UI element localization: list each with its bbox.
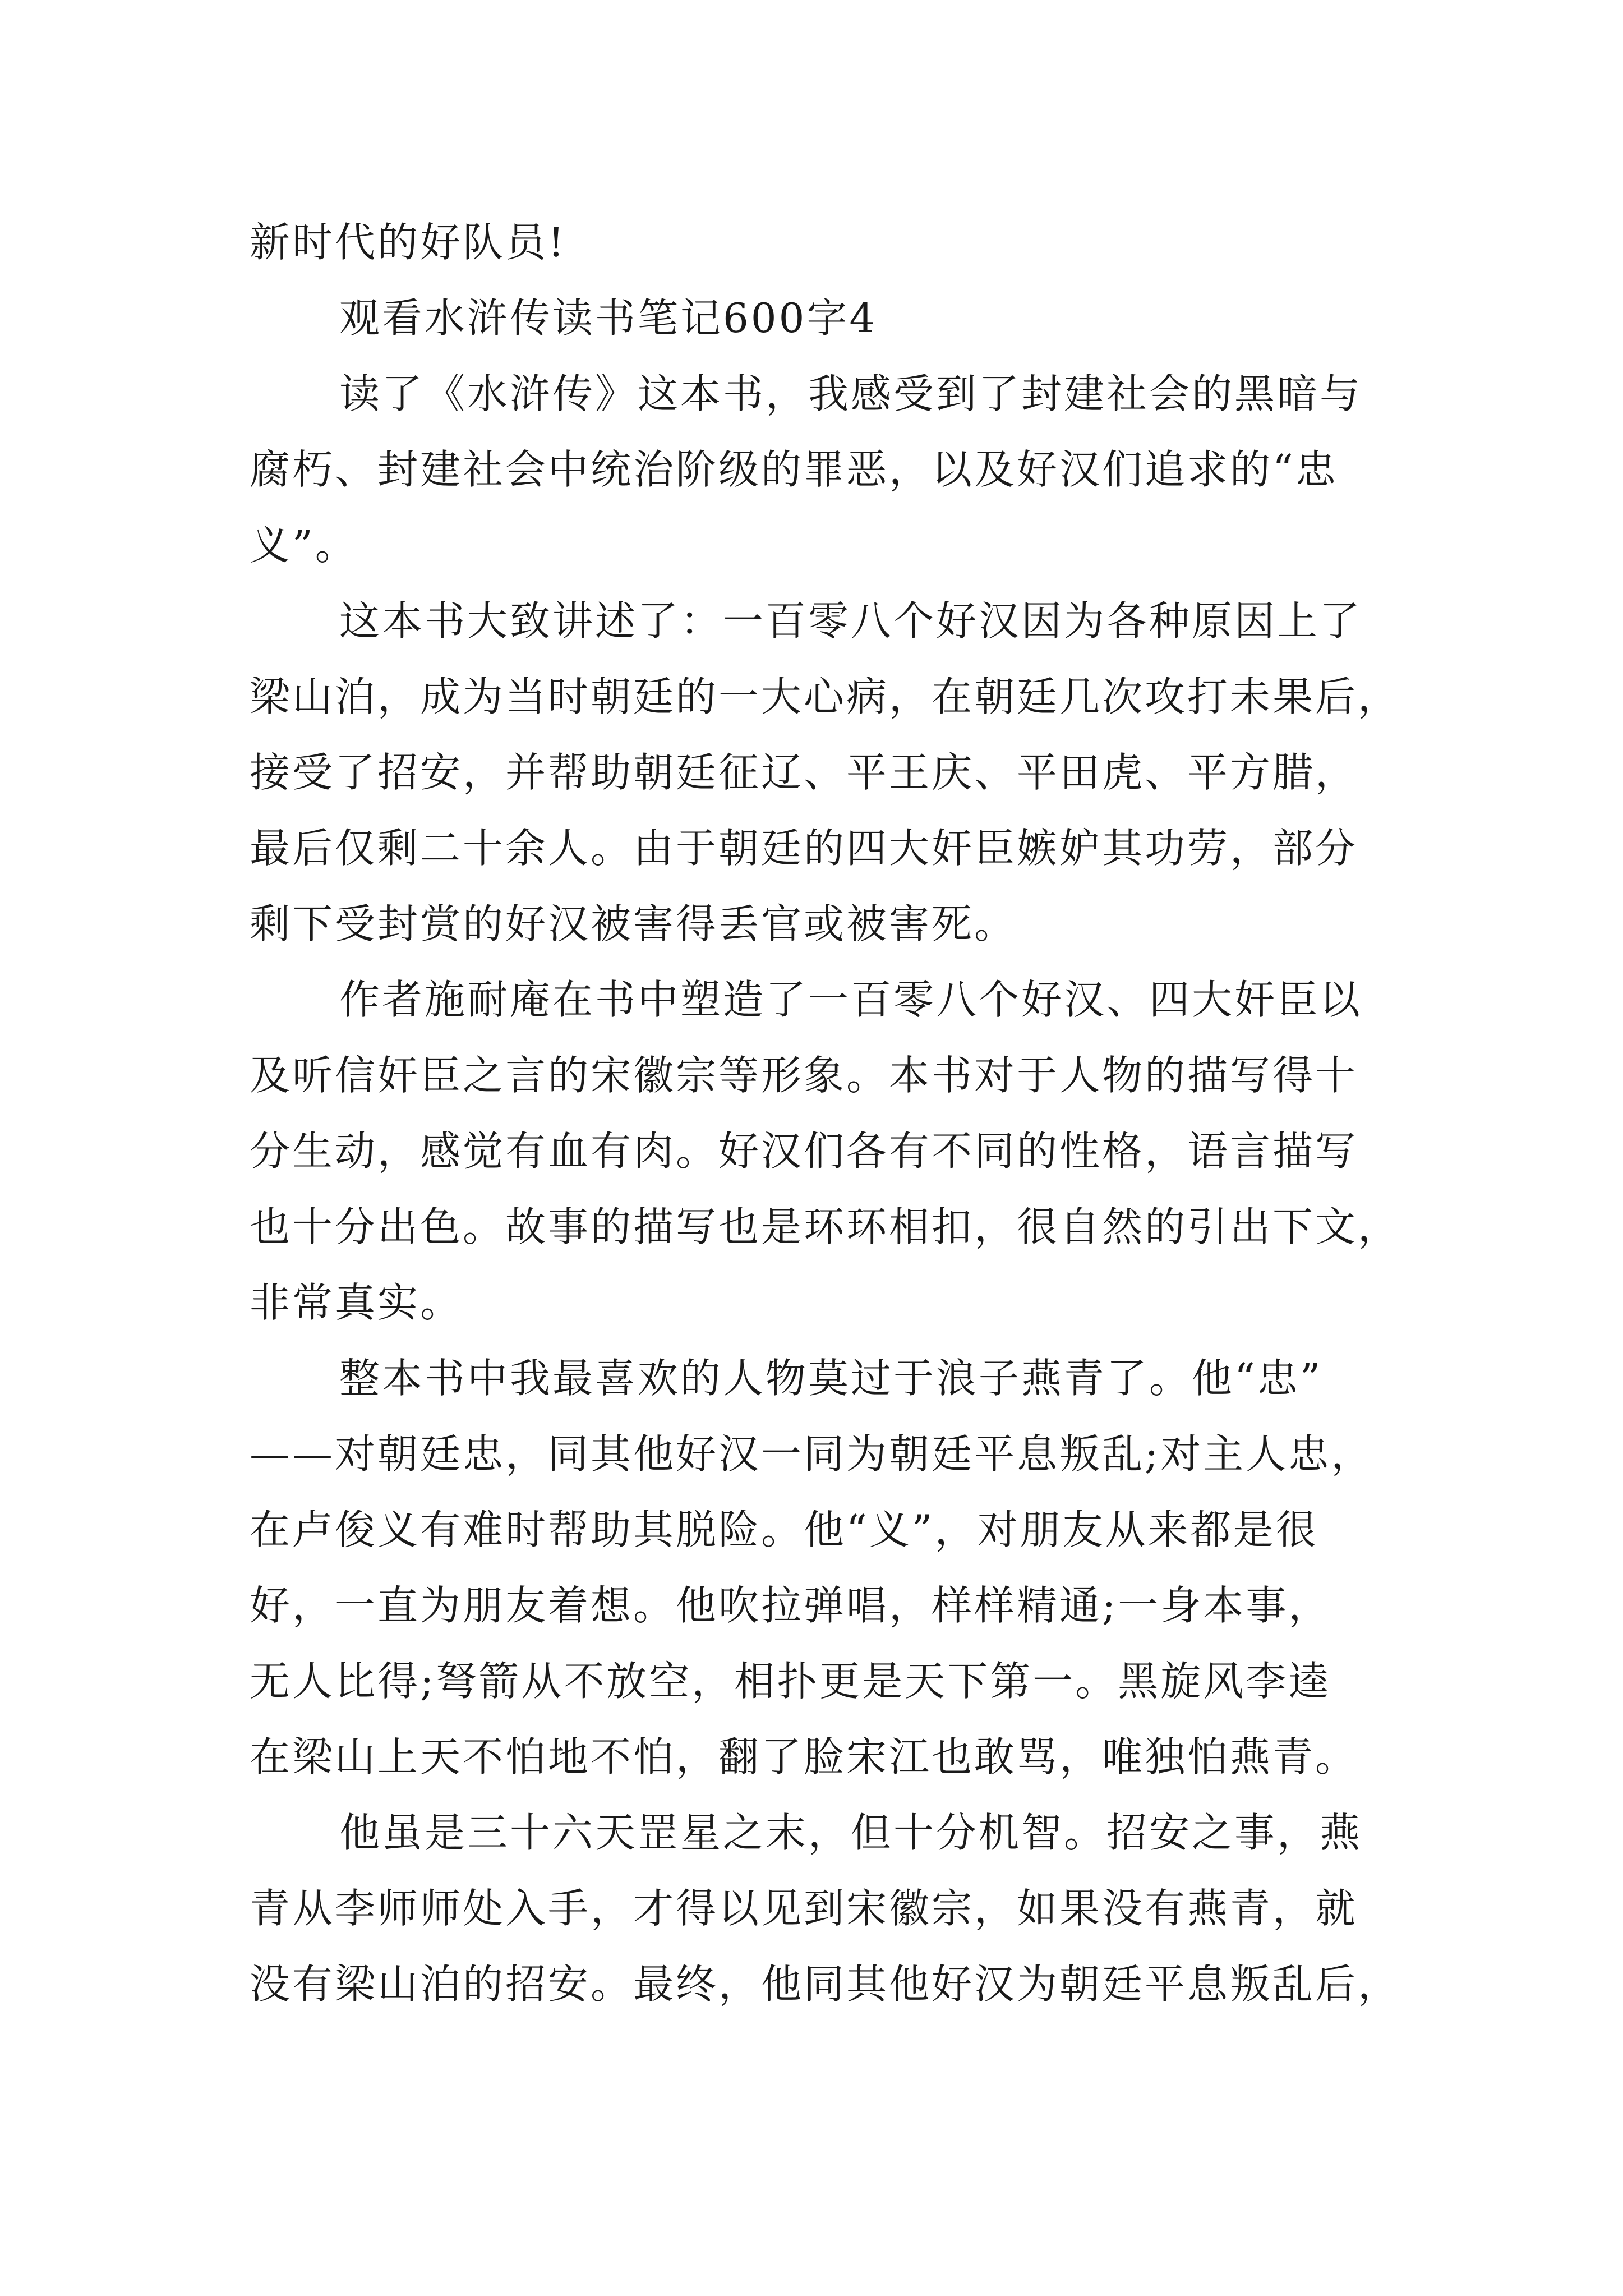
text-line: 青从李师师处入手，才得以见到宋徽宗，如果没有燕青，就 <box>250 1885 1358 1932</box>
text-line: 剩下受封赏的好汉被害得丢官或被害死。 <box>250 900 1017 947</box>
text-line: 非常真实。 <box>250 1279 463 1326</box>
text-line: 无人比得;弩箭从不放空，相扑更是天下第一。黑旋风李逵 <box>250 1658 1331 1705</box>
text-line: ——对朝廷忠，同其他好汉一同为朝廷平息叛乱;对主人忠， <box>250 1430 1374 1478</box>
paragraph-first-line: 观看水浒传读书笔记600字4 <box>339 295 878 342</box>
paragraph-first-line: 作者施耐庵在书中塑造了一百零八个好汉、四大奸臣以 <box>339 976 1363 1023</box>
text-line: 好，一直为朋友着想。他吹拉弹唱，样样精通;一身本事， <box>250 1582 1331 1629</box>
paragraph-first-line: 读了《水浒传》这本书，我感受到了封建社会的黑暗与 <box>339 370 1363 417</box>
text-line: 在梁山上天不怕地不怕，翻了脸宋江也敢骂，唯独怕燕青。 <box>250 1733 1358 1780</box>
paragraph-first-line: 整本书中我最喜欢的人物莫过于浪子燕青了。他“忠” <box>339 1355 1323 1402</box>
text-line: 最后仅剩二十余人。由于朝廷的四大奸臣嫉妒其功劳，部分 <box>250 825 1358 872</box>
body-text <box>250 205 1401 2022</box>
text-line: 也十分出色。故事的描写也是环环相扣，很自然的引出下文， <box>250 1203 1401 1250</box>
text-line: 及听信奸臣之言的宋徽宗等形象。本书对于人物的描写得十 <box>250 1052 1358 1099</box>
text-line: 新时代的好队员! <box>250 219 566 266</box>
paragraph-first-line: 他虽是三十六天罡星之末，但十分机智。招安之事，燕 <box>339 1809 1363 1856</box>
text-line: 腐朽、封建社会中统治阶级的罪恶，以及好汉们追求的“忠 <box>250 446 1338 493</box>
text-line: 没有梁山泊的招安。最终，他同其他好汉为朝廷平息叛乱后， <box>250 1961 1401 2008</box>
text-line: 梁山泊，成为当时朝廷的一大心病，在朝廷几次攻打未果后， <box>250 673 1401 720</box>
paragraph-first-line: 这本书大致讲述了：一百零八个好汉因为各种原因上了 <box>339 597 1363 645</box>
text-line: 在卢俊义有难时帮助其脱险。他“义”，对朋友从来都是很 <box>250 1506 1318 1553</box>
text-line: 接受了招安，并帮助朝廷征辽、平王庆、平田虎、平方腊， <box>250 749 1358 796</box>
text-line: 分生动，感觉有血有肉。好汉们各有不同的性格，语言描写 <box>250 1128 1358 1175</box>
text-line: 义”。 <box>250 522 358 569</box>
